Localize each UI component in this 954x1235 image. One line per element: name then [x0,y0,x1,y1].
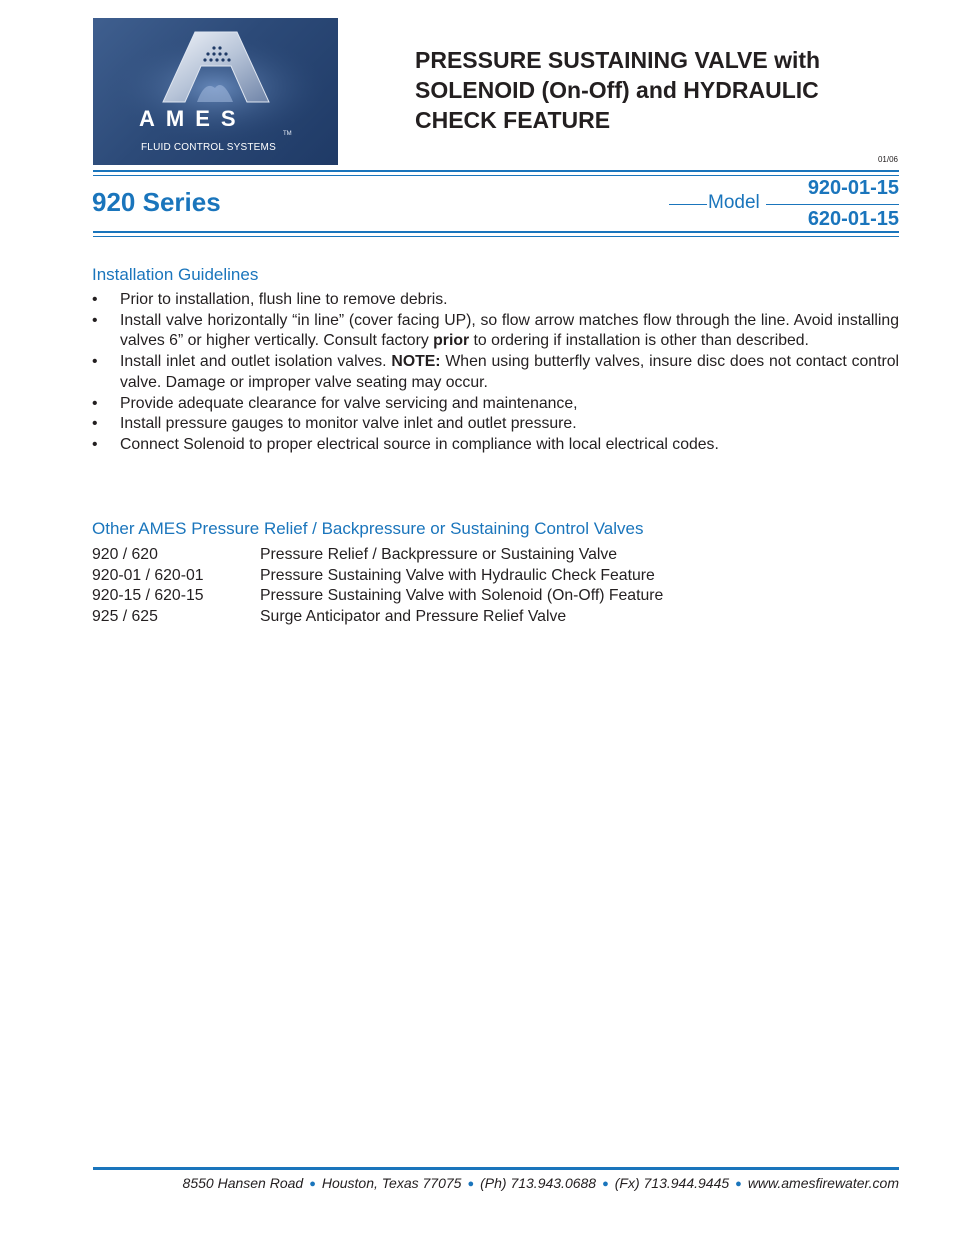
other-valves-heading: Other AMES Pressure Relief / Backpressure or Sustaining Control Valves [92,519,644,538]
logo-tagline: FLUID CONTROL SYSTEMS [141,142,276,153]
series-title: 920 Series [92,187,221,217]
valve-model: 920-01 / 620-01 [92,566,204,584]
bullet-icon: • [92,435,98,453]
valve-model: 920-15 / 620-15 [92,587,204,605]
footer-address: 8550 Hansen Road [182,1175,304,1191]
valve-description: Pressure Sustaining Valve with Hydraulic Check Feature [260,566,655,584]
list-item [92,311,899,352]
footer-phone: (Ph) 713.943.0688 [480,1175,597,1191]
table-row [92,607,663,628]
item-text: Install valve horizontally “in line” (cover facing UP), so flow arrow matches flow through the line. Avoid installing valves 6” or higher vertically. Consult factory [120,311,899,350]
footer-rule [93,1167,899,1170]
ames-logo [93,18,338,165]
installation-heading: Installation Guidelines [92,265,259,284]
valve-model: 925 / 625 [92,608,158,626]
item-text: to ordering if installation is other than described. [469,332,809,350]
title-line: SOLENOID (On-Off) and HYDRAULIC [415,77,819,103]
model-divider [792,204,899,205]
item-text: Prior to installation, flush line to remove debris. [120,291,448,308]
bullet-icon: • [92,394,98,412]
list-item [92,414,899,435]
item-text: Provide adequate clearance for valve servicing and maintenance, [120,394,578,412]
footer-fax: (Fx) 713.944.9445 [614,1175,730,1191]
valve-table [92,545,663,628]
valve-model: 920 / 620 [92,546,158,563]
separator-dot-icon: ● [602,1178,609,1190]
footer-website-link[interactable]: www.amesfirewater.com [747,1175,899,1191]
valve-description: Pressure Sustaining Valve with Solenoid (On-Off) Feature [260,587,664,605]
document-title [415,45,885,135]
bullet-icon: • [92,415,98,433]
date-code: 01/06 [877,155,898,164]
header-rule-bottom-thin [93,236,899,237]
footer-contact [92,1175,899,1191]
title-line: CHECK FEATURE [415,107,611,133]
installation-list [92,290,899,456]
list-item [92,435,899,456]
header-rule-top-thin [93,175,899,176]
table-row [92,545,663,566]
valve-description: Surge Anticipator and Pressure Relief Valve [260,608,567,626]
table-row [92,566,663,587]
model-leader-line [669,204,707,205]
list-item [92,290,899,311]
separator-dot-icon: ● [309,1178,316,1190]
title-line: PRESSURE SUSTAINING VALVE with [415,47,821,73]
item-text: Connect Solenoid to proper electrical source in compliance with local electrical codes. [120,435,719,453]
separator-dot-icon: ● [735,1178,742,1190]
bullet-icon: • [92,311,98,329]
item-emphasis: prior [433,332,470,350]
item-text: Install pressure gauges to monitor valve inlet and outlet pressure. [120,415,577,433]
item-emphasis: NOTE: [391,353,441,371]
separator-dot-icon: ● [467,1178,475,1190]
model-label: Model [708,192,760,213]
item-text: When using butterfly valves, insure disc does not contact control valve. Damage or improper valve seating may occur. [120,353,900,391]
list-item [92,352,899,393]
footer-city: Houston, Texas 77075 [321,1175,462,1191]
model-number: 920-01-15 [807,177,899,199]
bullet-icon: • [92,291,98,308]
model-leader-line [766,204,792,205]
table-row [92,586,663,607]
valve-description: Pressure Relief / Backpressure or Sustaining Valve [260,546,618,563]
model-number: 620-01-15 [807,208,899,230]
logo-brand-text: AMES [139,106,247,131]
list-item [92,394,899,415]
bullet-icon: • [92,353,98,371]
header-rule-top [93,170,899,172]
item-text: Install inlet and outlet isolation valves. [120,353,392,371]
logo-trademark: TM [283,131,292,137]
header-rule-bottom [93,231,899,233]
